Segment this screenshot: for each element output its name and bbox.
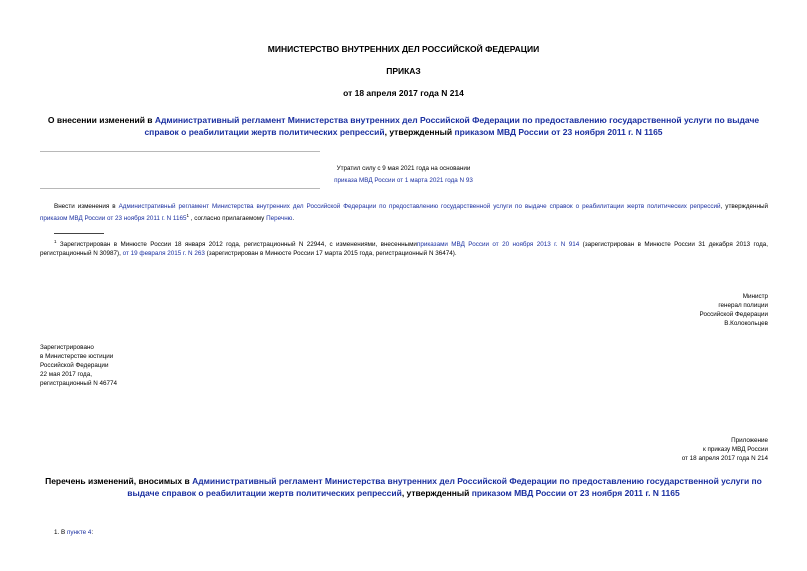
appendix-title-middle: , утвержденный <box>401 488 472 498</box>
status-note-link[interactable]: приказа МВД России от 1 марта 2021 года N 93 <box>334 177 473 184</box>
footnote <box>40 237 768 258</box>
appendix-order-link[interactable]: приказом МВД России от 23 ноября 2011 г. N 1165 <box>471 488 680 498</box>
signature-block <box>468 292 768 328</box>
title-regulation-link[interactable]: Административный регламент Министерства внутренних дел Российской Федерации по предоставлению государственной услуги по выдаче справок о реабилитации жертв политических репрессий <box>144 115 760 137</box>
item-point-link[interactable]: пункте 4 <box>66 529 92 536</box>
body-paragraph <box>40 202 768 223</box>
signature-line-2: генерал полиции <box>718 302 768 309</box>
title-prefix: О внесении изменений в <box>47 115 155 125</box>
appendix-line-3: от 18 апреля 2017 года N 214 <box>681 455 768 462</box>
footnote-link-2[interactable]: от 19 февраля 2015 г. N 263 <box>122 250 205 258</box>
appendix-title <box>40 475 767 499</box>
footnote-text-1: Зарегистрирован в Минюсте России 18 января 2012 года, регистрационный N 22944, с изменениями, внесенными <box>56 241 417 249</box>
body-order-link[interactable]: приказом МВД России от 23 ноября 2011 г. N 1165 <box>40 215 187 223</box>
registration-line-4: 22 мая 2017 года, <box>40 371 92 378</box>
status-note <box>0 164 807 185</box>
status-note-text: Утратил силу с 9 мая 2021 года на основании <box>336 165 471 172</box>
appendix-block <box>468 436 768 463</box>
footnote-text-2: (зарегистрирован в Минюсте России 31 декабря 2013 года, регистрационный N 30987), <box>40 241 768 258</box>
registration-line-5: регистрационный N 46774 <box>40 380 118 387</box>
separator-top <box>40 151 320 152</box>
body-text-middle: , утвержденный <box>720 203 768 210</box>
registration-line-2: в Министерстве юстиции <box>40 353 114 360</box>
signature-line-4: В.Колокольцев <box>724 320 768 327</box>
doc-type-heading: ПРИКАЗ <box>386 66 421 76</box>
appendix-line-1: Приложение <box>731 437 768 444</box>
footnote-link-1[interactable]: приказами МВД России от 20 ноября 2013 г. N 914 <box>416 241 580 249</box>
registration-block <box>40 343 340 388</box>
body-text-prefix: Внести изменения в <box>54 203 119 210</box>
item-suffix: : <box>91 529 94 536</box>
footnote-reference[interactable]: 1 <box>186 213 189 218</box>
body-text-after: , согласно прилагаемому <box>189 215 267 223</box>
appendix-regulation-link[interactable]: Административный регламент Министерства внутренних дел Российской Федерации по предоставлению государственной услуги по выдаче справок о реабилитации жертв политических репрессий <box>127 476 762 498</box>
footnote-mark: 1 <box>54 239 57 244</box>
document-title <box>40 114 767 138</box>
body-regulation-link[interactable]: Административный регламент Министерства внутренних дел Российской Федерации по предоставлению государственной услуги по выдаче справок о реабилитации жертв политических репрессий <box>118 203 721 210</box>
separator-bottom <box>40 188 320 189</box>
doc-date-number: от 18 апреля 2017 года N 214 <box>343 88 464 98</box>
registration-line-3: Российской Федерации <box>40 362 109 369</box>
appendix-title-prefix: Перечень изменений, вносимых в <box>45 476 193 486</box>
body-list-link[interactable]: Перечню <box>266 215 293 223</box>
footnote-separator <box>54 233 104 234</box>
footnote-text-3: (зарегистрирован в Минюсте России 17 марта 2015 года, регистрационный N 36474). <box>204 250 457 258</box>
signature-line-1: Министр <box>742 293 768 300</box>
registration-line-1: Зарегистрировано <box>40 344 94 351</box>
signature-line-3: Российской Федерации <box>699 311 768 318</box>
list-item-1 <box>54 528 354 537</box>
ministry-heading: МИНИСТЕРСТВО ВНУТРЕННИХ ДЕЛ РОССИЙСКОЙ ФЕДЕРАЦИИ <box>267 44 540 54</box>
appendix-line-2: к приказу МВД России <box>702 446 768 453</box>
title-middle: , утвержденный <box>384 127 455 137</box>
body-text-end: . <box>292 215 295 223</box>
title-order-link[interactable]: приказом МВД России от 23 ноября 2011 г. N 1165 <box>454 127 663 137</box>
item-prefix: 1. В <box>54 529 67 536</box>
